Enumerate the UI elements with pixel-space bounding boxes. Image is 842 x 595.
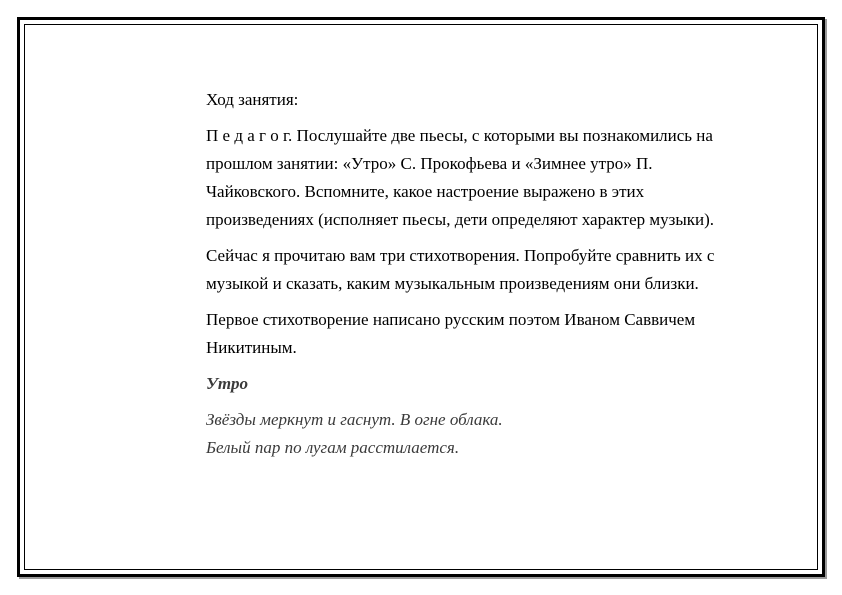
lesson-heading: Ход занятия: (206, 90, 299, 109)
paragraph-poems-intro: Сейчас я прочитаю вам три стихотворения. Попробуйте сравнить их с музыкой и сказать, каким музыкальным произведениям они близки. (206, 246, 715, 293)
teacher-label: П е д а г о г. (206, 126, 293, 145)
poem-title: Утро (206, 374, 249, 393)
paragraph-teacher-text: Послушайте две пьесы, с которыми вы познакомились на прошлом занятии: «Утро» С. Прокофьева и «Зимнее утро» П. Чайковского. Вспомните, какое настроение выражено в этих произведениях (исполняет пьесы, дети определяют характер музыки). (206, 126, 715, 229)
poem-body (206, 406, 736, 462)
poem-line: Белый пар по лугам расстилается. (206, 438, 460, 457)
paragraph-first-poem: Первое стихотворение написано русским поэтом Иваном Саввичем Никитиным. (206, 310, 696, 357)
document-body (206, 86, 736, 470)
paragraph-teacher (206, 122, 736, 234)
poem-line: Звёзды меркнут и гаснут. В огне облака. (206, 410, 503, 429)
